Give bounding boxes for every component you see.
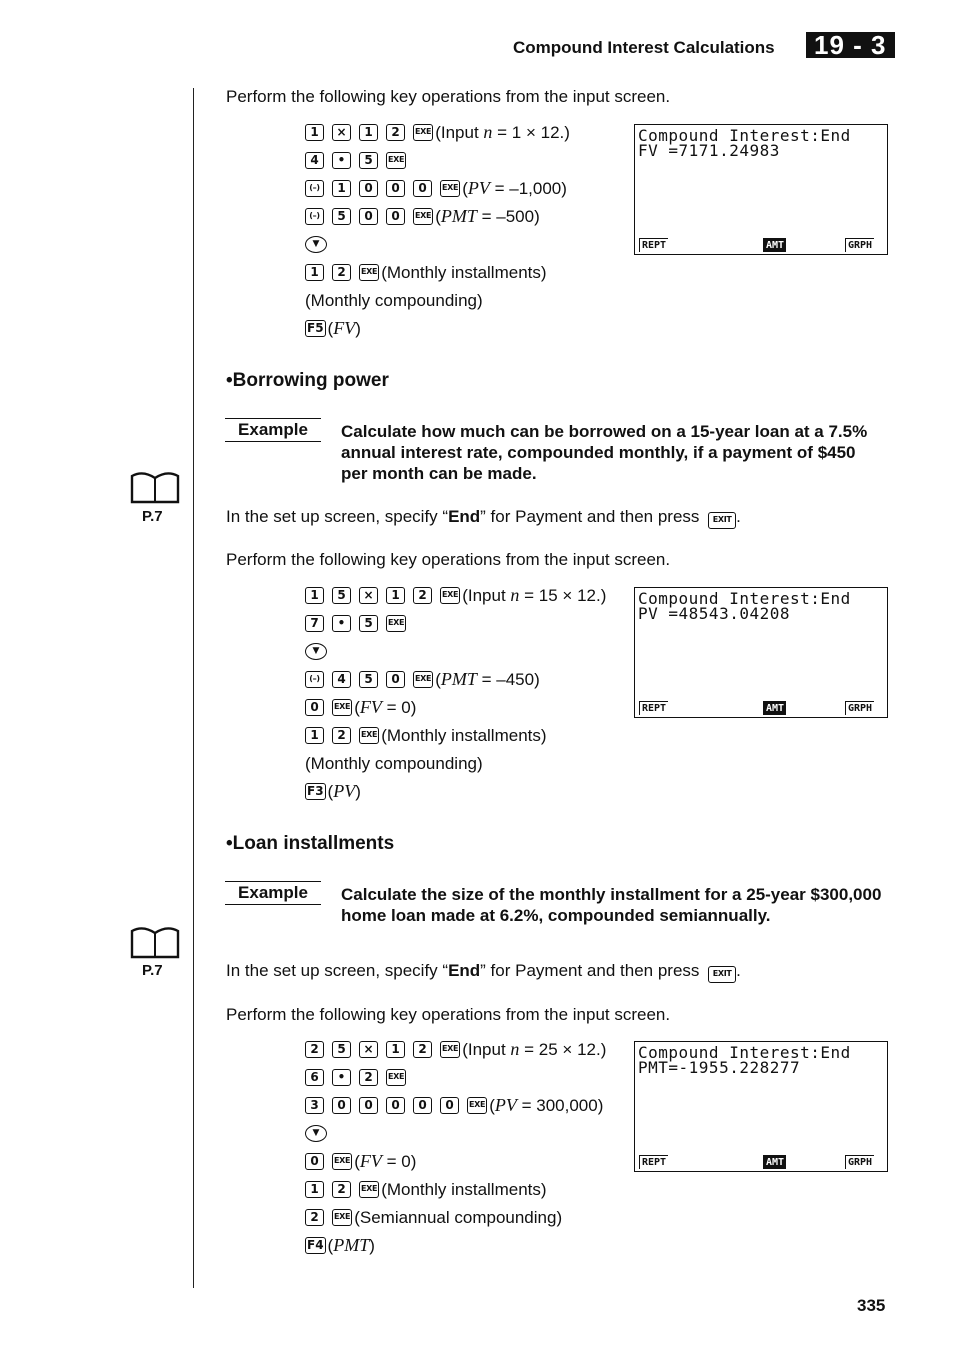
key-step-row	[305, 639, 329, 663]
calculator-key: 1	[305, 727, 324, 744]
note-variable: PV	[333, 780, 356, 801]
calculator-key: ×	[332, 124, 351, 141]
key-step-row	[305, 695, 416, 719]
calculator-key: 2	[413, 587, 432, 604]
exit-key: EXIT	[708, 966, 736, 983]
note-variable: n	[510, 1038, 520, 1059]
calculator-key: EXE	[413, 208, 433, 225]
calculator-key: 0	[413, 1097, 432, 1114]
calculator-key: 7	[305, 615, 324, 632]
note-text: = 15 × 12.)	[519, 585, 607, 605]
setup-instruction-2: In the set up screen, specify “End” for Payment and then press EXIT .	[226, 961, 741, 983]
key-step-row	[305, 260, 547, 284]
example-text-1: Calculate how much can be borrowed on a 15-year loan at a 7.5% annual interest rate, compounded monthly, if a payment of $450 per month can be made.	[341, 422, 868, 483]
screen-line-1: Compound Interest:End	[638, 1043, 851, 1062]
calculator-key: 1	[386, 587, 405, 604]
key-step-row	[305, 1065, 408, 1089]
note-text: (	[327, 781, 334, 801]
calculator-key: ▼	[305, 643, 327, 660]
key-step-note	[354, 1207, 562, 1228]
calculator-key: EXE	[467, 1097, 487, 1114]
book-reference-icon	[130, 925, 180, 959]
key-step-note	[381, 1179, 546, 1200]
calculator-key: 0	[359, 208, 378, 225]
key-step-row	[305, 204, 540, 228]
calculator-key: EXE	[359, 727, 379, 744]
note-text: (	[435, 669, 441, 689]
calculator-key: 1	[305, 1181, 324, 1198]
calculator-key: 0	[359, 1097, 378, 1114]
note-variable: FV	[359, 696, 382, 717]
calculator-key: 5	[359, 615, 378, 632]
calculator-key: 5	[332, 208, 351, 225]
key-step-row	[305, 1177, 547, 1201]
calculator-key: 1	[305, 124, 324, 141]
page-reference-1: P.7	[142, 508, 163, 525]
note-text: (	[435, 206, 441, 226]
note-variable: n	[483, 121, 493, 142]
note-text: )	[355, 318, 361, 338]
calculator-key: EXE	[413, 124, 433, 141]
calculator-screen-3	[634, 1041, 888, 1172]
key-step-row	[305, 232, 329, 256]
calculator-key: 5	[332, 1041, 351, 1058]
key-step-note	[328, 1235, 375, 1256]
intro-text-3: Perform the following key operations from the input screen.	[226, 1005, 671, 1024]
note-variable: PV	[467, 177, 490, 198]
calculator-key: EXE	[440, 180, 460, 197]
calculator-key: 2	[359, 1069, 378, 1086]
note-text: (	[462, 178, 468, 198]
note-text: (	[354, 1151, 360, 1171]
key-step-row	[305, 176, 567, 200]
key-step-note	[435, 669, 540, 690]
key-step-row	[305, 1121, 329, 1145]
note-text: )	[355, 781, 361, 801]
calculator-key: EXE	[332, 1153, 352, 1170]
calculator-key: EXE	[332, 1209, 352, 1226]
calculator-key: 0	[305, 1153, 324, 1170]
note-text: = 0)	[381, 697, 417, 717]
calculator-key: 1	[359, 124, 378, 141]
setup-text-pre: In the set up screen, specify “	[226, 507, 449, 526]
f3-amt-key: AMT	[763, 238, 786, 252]
calculator-screen-2	[634, 587, 888, 718]
key-step-row	[305, 148, 408, 172]
chapter-badge: 19 - 3	[806, 32, 895, 58]
key-step-note	[435, 122, 570, 143]
calculator-key: EXE	[332, 699, 352, 716]
note-variable: n	[510, 584, 520, 605]
note-text: (Monthly compounding)	[305, 290, 483, 310]
note-variable: PV	[494, 1094, 517, 1115]
note-text: (Monthly compounding)	[305, 753, 483, 773]
calculator-key: 0	[386, 1097, 405, 1114]
note-text: = –1,000)	[489, 178, 567, 198]
calculator-key: ▼	[305, 1125, 327, 1142]
calculator-key: (–)	[305, 671, 324, 688]
calculator-key: 1	[332, 180, 351, 197]
calculator-key: •	[332, 615, 351, 632]
key-step-note	[489, 1095, 603, 1116]
page-reference-2: P.7	[142, 962, 163, 979]
setup-text-bold: End	[448, 961, 481, 980]
screen-line-1: Compound Interest:End	[638, 126, 851, 145]
calculator-key: 4	[332, 671, 351, 688]
example-label-2: Example	[225, 881, 321, 905]
setup-text-bold: End	[448, 507, 481, 526]
f1-rept-key: REPT	[639, 701, 668, 715]
note-text: = 300,000)	[516, 1095, 604, 1115]
calculator-key: EXE	[386, 152, 406, 169]
calculator-key: 2	[332, 727, 351, 744]
key-step-note	[462, 178, 567, 199]
note-text: (	[327, 318, 334, 338]
calculator-key: 0	[440, 1097, 459, 1114]
heading-borrowing-power: •Borrowing power	[226, 370, 389, 391]
note-text: = –500)	[476, 206, 540, 226]
calculator-key: 0	[386, 671, 405, 688]
note-variable: FV	[359, 1150, 382, 1171]
calculator-key: (–)	[305, 180, 324, 197]
f1-rept-key: REPT	[639, 1155, 668, 1169]
screen-line-1: Compound Interest:End	[638, 589, 851, 608]
f6-grph-key: GRPH	[845, 701, 874, 715]
note-text: (Monthly installments)	[381, 1179, 547, 1199]
calculator-key: ×	[359, 1041, 378, 1058]
f6-grph-key: GRPH	[845, 1155, 874, 1169]
key-step-row	[305, 1205, 562, 1229]
calculator-key: ▼	[305, 236, 327, 253]
key-step-note	[354, 1151, 416, 1172]
book-reference-icon	[130, 470, 180, 504]
key-step-note	[462, 1039, 606, 1060]
margin-rule	[193, 88, 194, 1288]
note-text: (Input	[462, 585, 511, 605]
calculator-key: EXE	[413, 671, 433, 688]
intro-text-2: Perform the following key operations from the input screen.	[226, 550, 671, 569]
calculator-key: 2	[332, 1181, 351, 1198]
note-text: (Semiannual compounding)	[354, 1207, 563, 1227]
note-text: (	[354, 697, 360, 717]
calculator-key: 5	[359, 152, 378, 169]
key-step-note	[305, 290, 483, 311]
note-variable: PMT	[440, 205, 477, 226]
calculator-key: 0	[305, 699, 324, 716]
calculator-key: EXE	[440, 1041, 460, 1058]
setup-text-post: ” for Payment and then press	[480, 507, 700, 526]
key-step-row	[305, 723, 547, 747]
calculator-key: EXE	[386, 1069, 406, 1086]
f3-amt-key: AMT	[763, 701, 786, 715]
note-text: = 0)	[381, 1151, 417, 1171]
calculator-key: 2	[413, 1041, 432, 1058]
screen-line-2: FV =7171.24983	[638, 141, 780, 160]
key-step-note	[328, 781, 361, 802]
note-text: (Monthly installments)	[381, 262, 547, 282]
setup-text-pre: In the set up screen, specify “	[226, 961, 449, 980]
calculator-key: 2	[305, 1041, 324, 1058]
calculator-screen-1	[634, 124, 888, 255]
key-step-note	[435, 206, 540, 227]
calculator-key: 5	[332, 587, 351, 604]
key-step-note	[305, 753, 483, 774]
key-step-note	[381, 262, 546, 283]
calculator-key: 0	[413, 180, 432, 197]
setup-text-post: ” for Payment and then press	[480, 961, 700, 980]
key-step-row	[305, 288, 483, 312]
calculator-key: 1	[386, 1041, 405, 1058]
calculator-key: F3	[307, 783, 324, 798]
note-text: = 1 × 12.)	[492, 122, 570, 142]
calculator-key: EXE	[359, 1181, 379, 1198]
calculator-key: •	[332, 152, 351, 169]
calculator-key: 3	[305, 1097, 324, 1114]
calculator-key: 0	[386, 208, 405, 225]
key-step-note	[462, 585, 606, 606]
calculator-key: 2	[332, 264, 351, 281]
key-step-row	[305, 1149, 416, 1173]
calculator-key: 6	[305, 1069, 324, 1086]
note-text: )	[369, 1235, 375, 1255]
calculator-key: 0	[359, 180, 378, 197]
f1-rept-key: REPT	[639, 238, 668, 252]
note-variable: FV	[333, 317, 356, 338]
note-text: (Input	[435, 122, 484, 142]
key-step-row	[305, 1093, 603, 1117]
calculator-key: 4	[305, 152, 324, 169]
f6-grph-key: GRPH	[845, 238, 874, 252]
key-step-row	[305, 751, 483, 775]
calculator-key: EXE	[386, 615, 406, 632]
key-step-note	[328, 318, 361, 339]
calculator-key: F5	[307, 320, 324, 335]
note-text: = 25 × 12.)	[519, 1039, 607, 1059]
note-text: (	[327, 1235, 334, 1255]
example-label-1: Example	[225, 418, 321, 442]
calculator-key: EXE	[440, 587, 460, 604]
page-number: 335	[857, 1296, 886, 1315]
calculator-key: 1	[305, 587, 324, 604]
calculator-key: 2	[305, 1209, 324, 1226]
key-step-row	[305, 583, 606, 607]
f3-amt-key: AMT	[763, 1155, 786, 1169]
key-step-row	[305, 1037, 606, 1061]
key-step-note	[381, 725, 546, 746]
key-step-row	[305, 611, 408, 635]
calculator-key: F4	[307, 1237, 324, 1252]
calculator-key: 0	[386, 180, 405, 197]
heading-loan-installments: •Loan installments	[226, 833, 395, 854]
example-text-2: Calculate the size of the monthly installment for a 25-year $300,000 home loan made at 6.2%, compounded semiannually.	[341, 885, 882, 925]
calculator-key: 1	[305, 264, 324, 281]
calculator-key: (–)	[305, 208, 324, 225]
calculator-key: ×	[359, 587, 378, 604]
calculator-key: EXE	[359, 264, 379, 281]
calculator-key: 2	[386, 124, 405, 141]
calculator-key: •	[332, 1069, 351, 1086]
key-step-note	[354, 697, 416, 718]
note-text: (Input	[462, 1039, 511, 1059]
key-step-row	[305, 316, 361, 340]
note-variable: PMT	[440, 668, 477, 689]
intro-text-1: Perform the following key operations from the input screen.	[226, 87, 671, 106]
calculator-key: 0	[332, 1097, 351, 1114]
screen-line-2: PMT=-1955.228277	[638, 1058, 801, 1077]
screen-line-2: PV =48543.04208	[638, 604, 790, 623]
calculator-key: 5	[359, 671, 378, 688]
note-text: (Monthly installments)	[381, 725, 547, 745]
key-step-row	[305, 1233, 375, 1257]
setup-instruction-1: In the set up screen, specify “End” for Payment and then press EXIT .	[226, 507, 741, 529]
note-text: (	[489, 1095, 495, 1115]
section-title: Compound Interest Calculations	[513, 38, 775, 57]
exit-key: EXIT	[708, 512, 736, 529]
key-step-row	[305, 667, 540, 691]
note-text: = –450)	[476, 669, 540, 689]
note-variable: PMT	[333, 1234, 370, 1255]
key-step-row	[305, 120, 570, 144]
key-step-row	[305, 779, 361, 803]
